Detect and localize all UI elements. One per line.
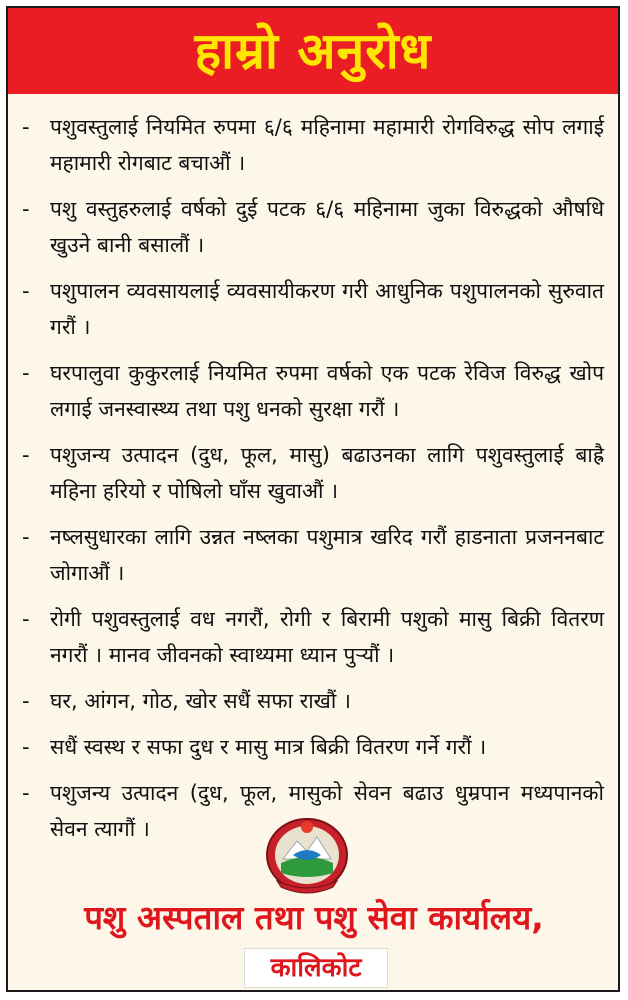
dash-bullet: - xyxy=(22,361,30,385)
request-text: पशुजन्य उत्पादन (दुध, फूल, मासुको सेवन बढाउ धुम्रपान मध्यपानको सेवन त्यागौं । xyxy=(50,781,604,841)
list-item xyxy=(22,268,604,350)
poster-title: हाम्रो अनुरोध xyxy=(194,22,432,80)
list-item xyxy=(22,678,604,724)
request-text: पशुवस्तुलाई नियमित रुपमा ६/६ महिनामा महामारी रोगविरुद्ध सोप लगाई महामारी रोगबाट बचाऔं । xyxy=(50,115,604,175)
dash-bullet: - xyxy=(22,525,30,549)
list-item xyxy=(22,104,604,186)
request-text: घर, आंगन, गोठ, खोर सधैं सफा राखौं । xyxy=(50,689,351,713)
request-text: नष्लसुधारका लागि उन्नत नष्लका पशुमात्र खरिद गरौं हाडनाता प्रजननबाट जोगाऔं । xyxy=(50,525,604,585)
list-item xyxy=(22,596,604,678)
list-item xyxy=(22,432,604,514)
request-text: पशु वस्तुहरुलाई वर्षको दुई पटक ६/६ महिनामा जुका विरुद्धको औषधि खुउने बानी बसालौं । xyxy=(50,197,604,257)
dash-bullet: - xyxy=(22,735,30,759)
nepal-emblem-icon xyxy=(263,815,351,895)
office-name: पशु अस्पताल तथा पशु सेवा कार्यालय, xyxy=(84,898,544,937)
dash-bullet: - xyxy=(22,781,30,805)
request-text: पशुपालन व्यवसायलाई व्यवसायीकरण गरी आधुनिक पशुपालनको सुरुवात गरौं । xyxy=(50,279,604,339)
district-box xyxy=(244,948,388,988)
dash-bullet: - xyxy=(22,607,30,631)
list-item xyxy=(22,350,604,432)
dash-bullet: - xyxy=(22,279,30,303)
header-banner xyxy=(8,8,618,94)
request-list xyxy=(22,104,604,852)
dash-bullet: - xyxy=(22,197,30,221)
request-text: रोगी पशुवस्तुलाई वध नगरौं, रोगी र बिरामी पशुको मासु बिक्री वितरण नगरौं । मानव जीवनको स्वाथ्यमा ध्यान पुर्‍यौं । xyxy=(50,607,604,667)
request-text: पशुजन्य उत्पादन (दुध, फूल, मासु) बढाउनका लागि पशुवस्तुलाई बाह्रै महिना हरियो र पोषिलो घाँस खुवाऔं । xyxy=(50,443,604,503)
list-item xyxy=(22,186,604,268)
dash-bullet: - xyxy=(22,689,30,713)
dash-bullet: - xyxy=(22,115,30,139)
dash-bullet: - xyxy=(22,443,30,467)
list-item xyxy=(22,724,604,770)
list-item xyxy=(22,514,604,596)
district-name: कालिकोट xyxy=(270,953,362,983)
request-text: घरपालुवा कुकुरलाई नियमित रुपमा वर्षको एक पटक रेविज विरुद्ध खोप लगाई जनस्वास्थ्य तथा पशु धनको सुरक्षा गरौं । xyxy=(50,361,604,421)
request-text: सधैं स्वस्थ र सफा दुध र मासु मात्र बिक्री वितरण गर्ने गरौं । xyxy=(50,735,487,759)
